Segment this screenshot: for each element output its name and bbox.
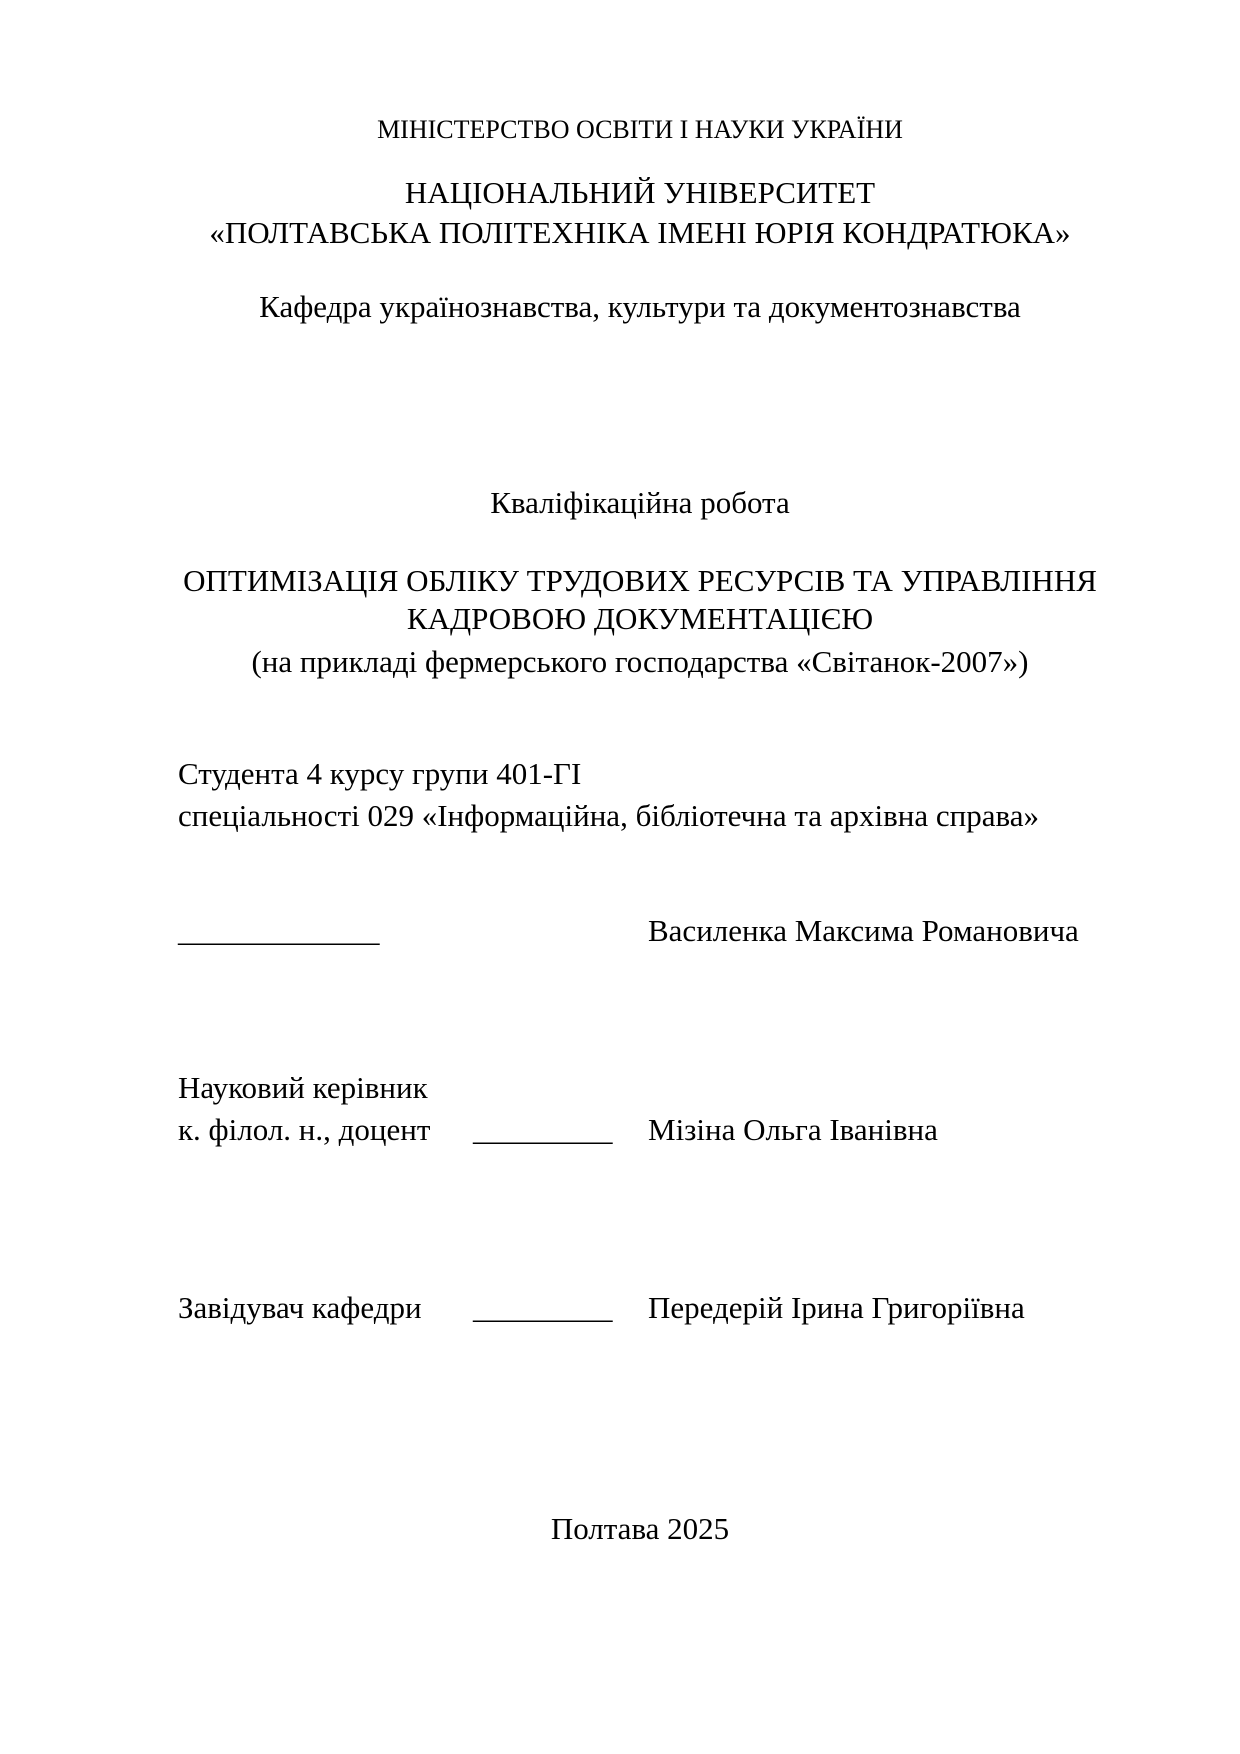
work-subtitle: (на прикладі фермерського господарства «Світанок-2007»): [251, 644, 1029, 679]
student-speciality-line: спеціальності 029 «Інформаційна, бібліотечна та архівна справа»: [178, 798, 1039, 833]
ministry-line: МІНІСТЕРСТВО ОСВІТИ І НАУКИ УКРАЇНИ: [377, 115, 903, 144]
supervisor-role-label: Науковий керівник: [178, 1070, 428, 1105]
head-signature-row: [178, 1290, 1102, 1332]
student-signature-line: _____________: [178, 913, 380, 948]
student-signature-row: [178, 913, 1102, 955]
work-title-line2: КАДРОВОЮ ДОКУМЕНТАЦІЄЮ: [406, 601, 874, 636]
head-signature-line: _________: [473, 1290, 613, 1325]
supervisor-signature-line: _________: [473, 1112, 613, 1147]
city-year-line: Полтава 2025: [550, 1511, 730, 1546]
university-name-line1: НАЦІОНАЛЬНИЙ УНІВЕРСИТЕТ: [404, 175, 876, 210]
supervisor-name: Мізіна Ольга Іванівна: [648, 1112, 938, 1147]
university-name-line2: «ПОЛТАВСЬКА ПОЛІТЕХНІКА ІМЕНІ ЮРІЯ КОНДРАТЮКА»: [209, 215, 1071, 250]
head-name: Передерій Ірина Григоріївна: [648, 1290, 1025, 1325]
head-role-label: Завідувач кафедри: [178, 1290, 422, 1325]
work-title-line1: ОПТИМІЗАЦІЯ ОБЛІКУ ТРУДОВИХ РЕСУРСІВ ТА УПРАВЛІННЯ: [183, 563, 1097, 598]
department-line: Кафедра українознавства, культури та документознавства: [259, 289, 1021, 324]
supervisor-signature-row: [178, 1112, 1102, 1154]
student-name: Василенка Максима Романовича: [648, 913, 1079, 948]
work-type-label: Кваліфікаційна робота: [490, 485, 790, 520]
supervisor-degree-label: к. філол. н., доцент: [178, 1112, 431, 1147]
student-course-line: Студента 4 курсу групи 401-ГІ: [178, 756, 582, 791]
